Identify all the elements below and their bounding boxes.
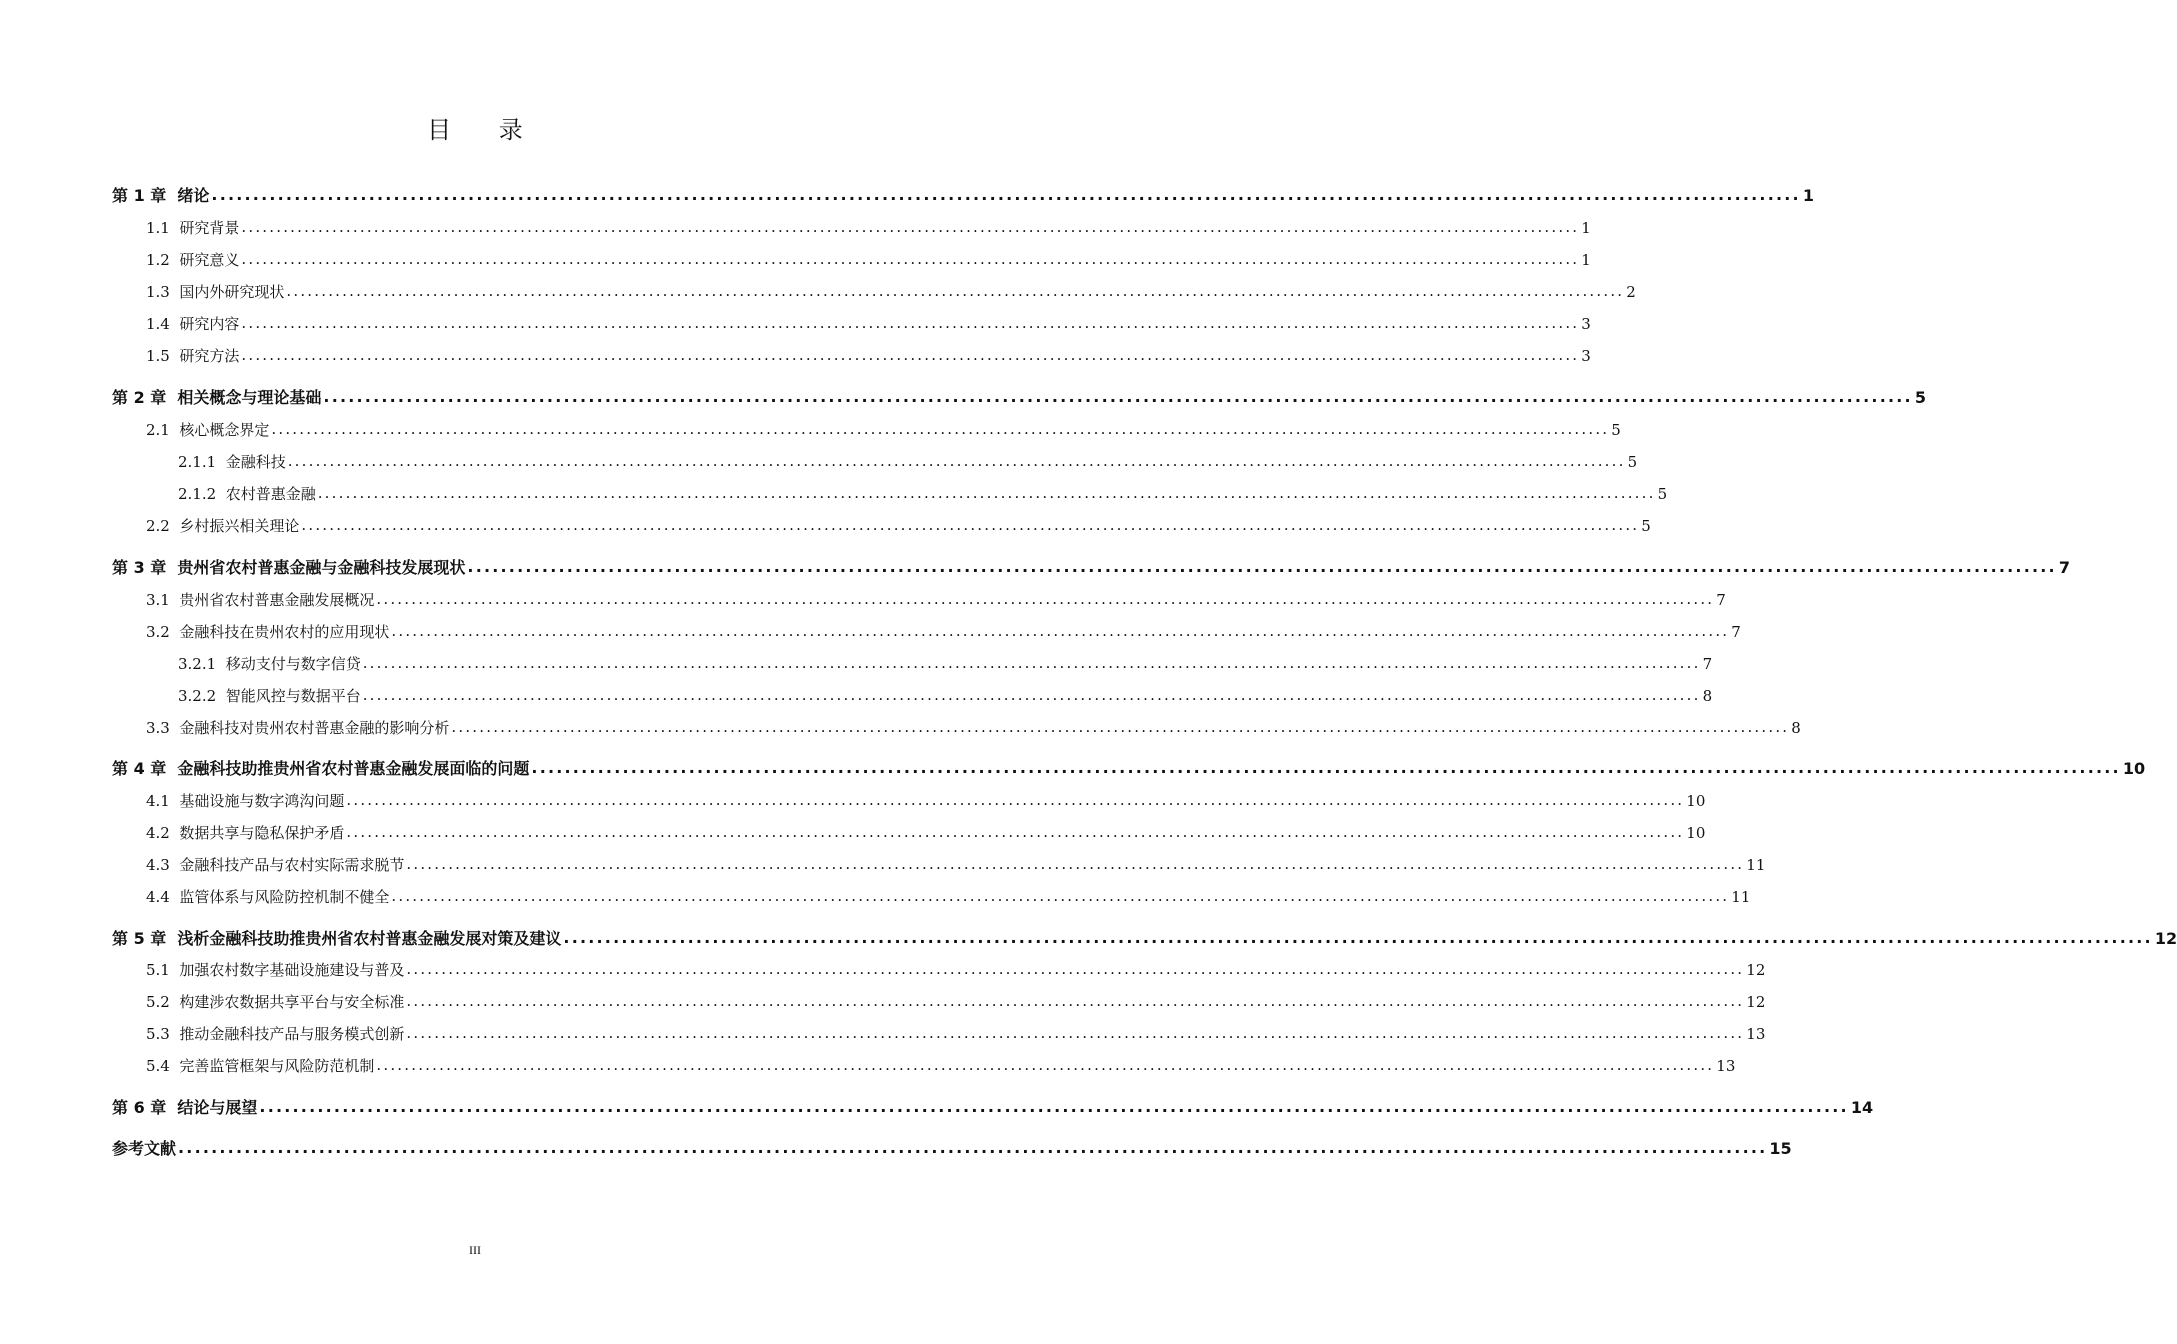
toc-leader-dots: ................................................................................................................................................................................................ [406,960,1745,978]
toc-leader-dots: ................................................................................................................................................................................................ [391,887,1730,905]
toc-entry-page: 12 [2154,929,2177,948]
toc-entry-section-5-3[interactable] [146,1022,1766,1046]
toc-entry-label: 4.2 数据共享与隐私保护矛盾 [146,824,345,842]
toc-entry-section-5-1[interactable] [146,958,1766,982]
toc-entry-section-3-2[interactable] [146,620,1741,644]
toc-entry-section-1-4[interactable] [146,312,1591,336]
toc-entry-label: 2.1.2 农村普惠金融 [178,485,316,503]
toc-entry-page: 12 [1746,961,1766,979]
toc-leader-dots: ................................................................................................................................................................................................ [178,1138,1768,1157]
toc-entry-page: 7 [1731,623,1741,641]
toc-entry-label: 5.1 加强农村数字基础设施建设与普及 [146,961,405,979]
toc-entry-label: 第 1 章 绪论 [112,186,210,205]
toc-leader-dots: ................................................................................................................................................................................................ [376,1056,1715,1074]
toc-entry-subsection-2-1-2[interactable] [178,482,1668,506]
toc-entry-label: 第 3 章 贵州省农村普惠金融与金融科技发展现状 [112,558,466,577]
toc-leader-dots: ................................................................................................................................................................................................ [271,420,1610,438]
toc-entry-section-5-4[interactable] [146,1054,1736,1078]
toc-entry-page: 14 [1850,1098,1874,1117]
toc-entry-chapter-3[interactable] [112,556,2070,580]
toc-entry-page: 7 [1702,655,1713,673]
toc-entry-section-1-5[interactable] [146,344,1591,368]
toc-entry-label: 第 2 章 相关概念与理论基础 [112,388,322,407]
toc-entry-page: 5 [1657,485,1668,503]
toc-leader-dots: ................................................................................................................................................................................................ [259,1097,1849,1116]
toc-entry-page: 1 [1581,251,1591,269]
toc-leader-dots: ................................................................................................................................................................................................ [317,484,1656,502]
toc-leader-dots: ................................................................................................................................................................................................ [241,250,1580,268]
toc-entry-page: 3 [1581,315,1591,333]
toc-entry-subsection-3-2-2[interactable] [178,684,1713,708]
toc-leader-dots: ................................................................................................................................................................................................ [241,218,1580,236]
toc-entry-label: 第 4 章 金融科技助推贵州省农村普惠金融发展面临的问题 [112,759,530,778]
toc-entry-label: 1.4 研究内容 [146,315,240,333]
toc-leader-dots: ................................................................................................................................................................................................ [563,928,2153,947]
toc-entry-section-1-1[interactable] [146,216,1591,240]
toc-entry-label: 2.1 核心概念界定 [146,421,270,439]
toc-entry-section-5-2[interactable] [146,990,1766,1014]
toc-leader-dots: ................................................................................................................................................................................................ [531,758,2121,777]
toc-entry-label: 3.2 金融科技在贵州农村的应用现状 [146,623,390,641]
toc-entry-page: 11 [1731,888,1751,906]
toc-entry-page: 10 [1686,792,1706,810]
toc-entry-label: 第 6 章 结论与展望 [112,1098,258,1117]
toc-entry-page: 10 [2122,759,2146,778]
toc-entry-label: 2.1.1 金融科技 [178,453,286,471]
toc-entry-chapter-1[interactable] [112,184,1814,208]
toc-entry-page: 13 [1716,1057,1736,1075]
toc-leader-dots: ................................................................................................................................................................................................ [406,1024,1745,1042]
toc-entry-section-4-1[interactable] [146,789,1706,813]
toc-leader-dots: ................................................................................................................................................................................................ [346,791,1685,809]
toc-leader-dots: ................................................................................................................................................................................................ [346,823,1685,841]
toc-entry-label: 3.2.2 智能风控与数据平台 [178,687,361,705]
toc-entry-page: 1 [1802,186,1814,205]
toc-entry-page: 1 [1581,219,1591,237]
toc-entry-chapter-6[interactable] [112,1096,1874,1120]
page-number-footer: III [469,1243,481,1257]
toc-entry-section-1-2[interactable] [146,248,1591,272]
toc-entry-page: 8 [1791,719,1801,737]
toc-entry-page: 11 [1746,856,1766,874]
toc-entry-chapter-5[interactable] [112,927,2177,951]
toc-leader-dots: ................................................................................................................................................................................................ [362,654,1701,672]
toc-leader-dots: ................................................................................................................................................................................................ [406,992,1745,1010]
toc-entry-label: 参考文献 [112,1139,177,1158]
toc-entry-label: 4.4 监管体系与风险防控机制不健全 [146,888,390,906]
toc-entry-page: 12 [1746,993,1766,1011]
toc-entry-label: 4.3 金融科技产品与农村实际需求脱节 [146,856,405,874]
toc-leader-dots: ................................................................................................................................................................................................ [241,314,1580,332]
toc-entry-label: 1.5 研究方法 [146,347,240,365]
toc-entry-label: 5.3 推动金融科技产品与服务模式创新 [146,1025,405,1043]
toc-entry-label: 2.2 乡村振兴相关理论 [146,517,300,535]
toc-leader-dots: ................................................................................................................................................................................................ [376,590,1715,608]
toc-entry-page: 7 [1716,591,1726,609]
toc-leader-dots: ................................................................................................................................................................................................ [323,387,1913,406]
toc-entry-page: 5 [1611,421,1621,439]
toc-leader-dots: ................................................................................................................................................................................................ [287,452,1626,470]
toc-entry-section-4-3[interactable] [146,853,1766,877]
toc-leader-dots: ................................................................................................................................................................................................ [286,282,1625,300]
toc-entry-page: 5 [1914,388,1926,407]
toc-leader-dots: ................................................................................................................................................................................................ [211,185,1801,204]
toc-entry-chapter-4[interactable] [112,757,2146,781]
toc-entry-page: 7 [2058,558,2070,577]
toc-entry-page: 10 [1686,824,1706,842]
toc-entry-label: 4.1 基础设施与数字鸿沟问题 [146,792,345,810]
toc-entry-label: 3.3 金融科技对贵州农村普惠金融的影响分析 [146,719,450,737]
toc-entry-section-4-4[interactable] [146,885,1751,909]
toc-entry-page: 2 [1626,283,1636,301]
toc-leader-dots: ................................................................................................................................................................................................ [362,686,1701,704]
toc-entry-subsection-2-1-1[interactable] [178,450,1638,474]
toc-entry-label: 3.2.1 移动支付与数字信贷 [178,655,361,673]
toc-leader-dots: ................................................................................................................................................................................................ [241,346,1580,364]
toc-entry-chapter-2[interactable] [112,386,1926,410]
toc-leader-dots: ................................................................................................................................................................................................ [391,622,1730,640]
toc-leader-dots: ................................................................................................................................................................................................ [301,516,1640,534]
toc-entry-page: 3 [1581,347,1591,365]
toc-entry-page: 5 [1641,517,1651,535]
toc-entry-section-2-2[interactable] [146,514,1651,538]
toc-entry-section-3-3[interactable] [146,716,1801,740]
toc-entry-section-2-1[interactable] [146,418,1621,442]
toc-leader-dots: ................................................................................................................................................................................................ [406,855,1745,873]
toc-entry-page: 8 [1702,687,1713,705]
toc-entry-page: 5 [1627,453,1638,471]
toc-entry-section-3-1[interactable] [146,588,1726,612]
toc-entry-page: 13 [1746,1025,1766,1043]
toc-entry-label: 5.4 完善监管框架与风险防范机制 [146,1057,375,1075]
toc-entry-section-4-2[interactable] [146,821,1706,845]
toc-entry-label: 1.3 国内外研究现状 [146,283,285,301]
toc-entry-section-1-3[interactable] [146,280,1636,304]
toc-leader-dots: ................................................................................................................................................................................................ [467,557,2057,576]
toc-entry-label: 1.2 研究意义 [146,251,240,269]
toc-entry-label: 5.2 构建涉农数据共享平台与安全标准 [146,993,405,1011]
toc-entry-label: 1.1 研究背景 [146,219,240,237]
toc-leader-dots: ................................................................................................................................................................................................ [451,718,1790,736]
toc-entry-label: 第 5 章 浅析金融科技助推贵州省农村普惠金融发展对策及建议 [112,929,562,948]
toc-entry-references[interactable] [112,1137,1792,1161]
page-title: 目 录 [427,116,543,144]
toc-entry-page: 15 [1769,1139,1792,1158]
toc-entry-subsection-3-2-1[interactable] [178,652,1713,676]
toc-entry-label: 3.1 贵州省农村普惠金融发展概况 [146,591,375,609]
